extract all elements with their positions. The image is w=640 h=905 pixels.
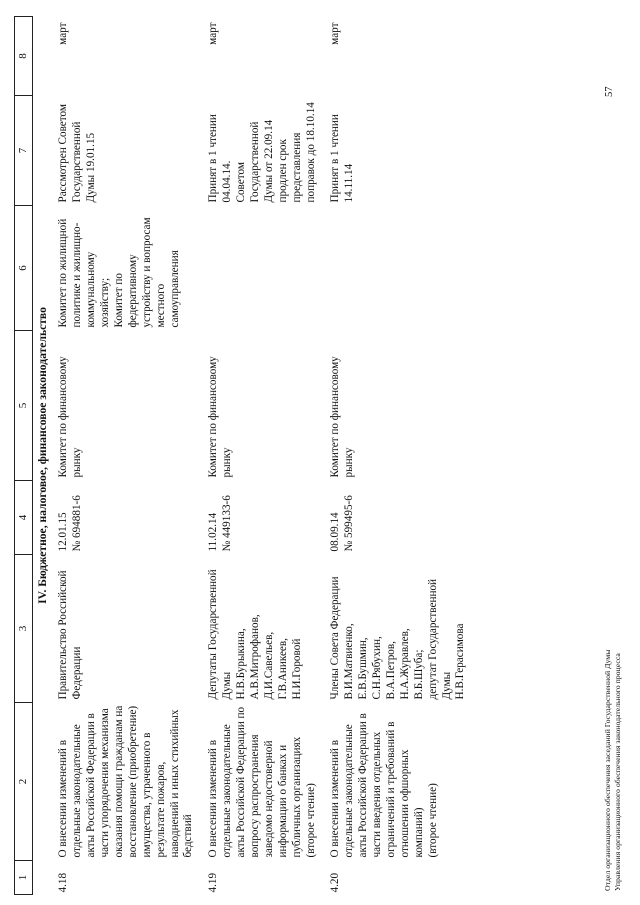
section-title-row <box>33 17 57 895</box>
planned-month: март <box>329 22 342 45</box>
column-number: 3 <box>15 555 33 703</box>
column-number: 5 <box>15 331 33 481</box>
table-row <box>56 17 206 895</box>
planned-month: март <box>57 22 70 45</box>
responsible-committee: Комитет по финансовому рынку <box>207 356 234 478</box>
bill-author: Члены Совета Федерации В.И.Матвиенко, Е.В.Бушмин, С.Н.Рябухин, В.А.Петров, Н.А.Журавлев, В.Б.Шуба; депутат Государственной Думы Н.В.Герасимова <box>329 576 467 700</box>
row-number: 4.19 <box>207 872 220 893</box>
planned-month: март <box>207 22 220 45</box>
bill-author: Правительство Российской Федерации <box>57 570 84 700</box>
table-row <box>328 17 478 895</box>
bill-status: Принят в 1 чтении 14.11.14 <box>329 114 356 203</box>
bill-status: Рассмотрен Советом Государственной Думы 19.01.15 <box>57 104 98 203</box>
column-number: 6 <box>15 206 33 331</box>
bill-title: О внесении изменений в отдельные законодательные акты Российской Федерации в части упорядочения механизма оказания помощи гражданам на восстановление (приобретение) имущества, утраченного в результате пожаров, наводнений и иных стихийных бедствий <box>57 705 195 858</box>
bill-author: Депутаты Государственной Думы Н.В.Бурыкина, А.В.Митрофанов, Д.И.Савельев, Г.В.Аникеев, Н.И.Горовой <box>207 569 303 700</box>
section-title: IV. Бюджетное, налоговое, финансовое законодательство <box>36 307 49 604</box>
footer-note: Отдел организационного обеспечения заседаний Государственной Думы Управления организационного обеспечения законодательного процесса <box>603 649 622 891</box>
column-number: 1 <box>15 861 33 895</box>
column-numbers-row <box>15 17 33 895</box>
bill-status: Принят в 1 чтении 04.04.14. Советом Государственной Думы от 22.09.14 продлен срок представления поправок до 18.10.14 <box>207 102 317 203</box>
bill-registration: 12.01.15 № 694881-6 <box>57 495 84 552</box>
bill-registration: 08.09.14 № 599495-6 <box>329 495 356 552</box>
bill-title: О внесении изменений в отдельные законодательные акты Российской Федерации в части введения отдельных ограничений и требований в отношении офшорных компаний) (второе чтение) <box>329 713 439 858</box>
row-number: 4.20 <box>329 872 342 893</box>
column-number: 8 <box>15 17 33 96</box>
bill-registration: 11.02.14 № 449133-6 <box>207 495 234 552</box>
column-number: 7 <box>15 96 33 206</box>
column-number: 4 <box>15 481 33 555</box>
responsible-committee: Комитет по финансовому рынку <box>57 356 84 478</box>
bills-table <box>14 16 478 895</box>
co-committee: Комитет по жилищной политике и жилищно-коммунальному хозяйству; Комитет по федеративному устройству и вопросам местного самоуправления <box>57 217 181 328</box>
page-number: 57 <box>604 86 615 97</box>
row-number: 4.18 <box>57 872 70 893</box>
bill-title: О внесении изменений в отдельные законодательные акты Российской Федерации по вопросу распространения заведомо недостоверной информации о банках и публичных организациях (второе чтение) <box>207 706 317 858</box>
table-row <box>206 17 328 895</box>
responsible-committee: Комитет по финансовому рынку <box>329 356 356 478</box>
column-number: 2 <box>15 703 33 861</box>
co-committee <box>328 206 478 331</box>
co-committee <box>206 206 328 331</box>
